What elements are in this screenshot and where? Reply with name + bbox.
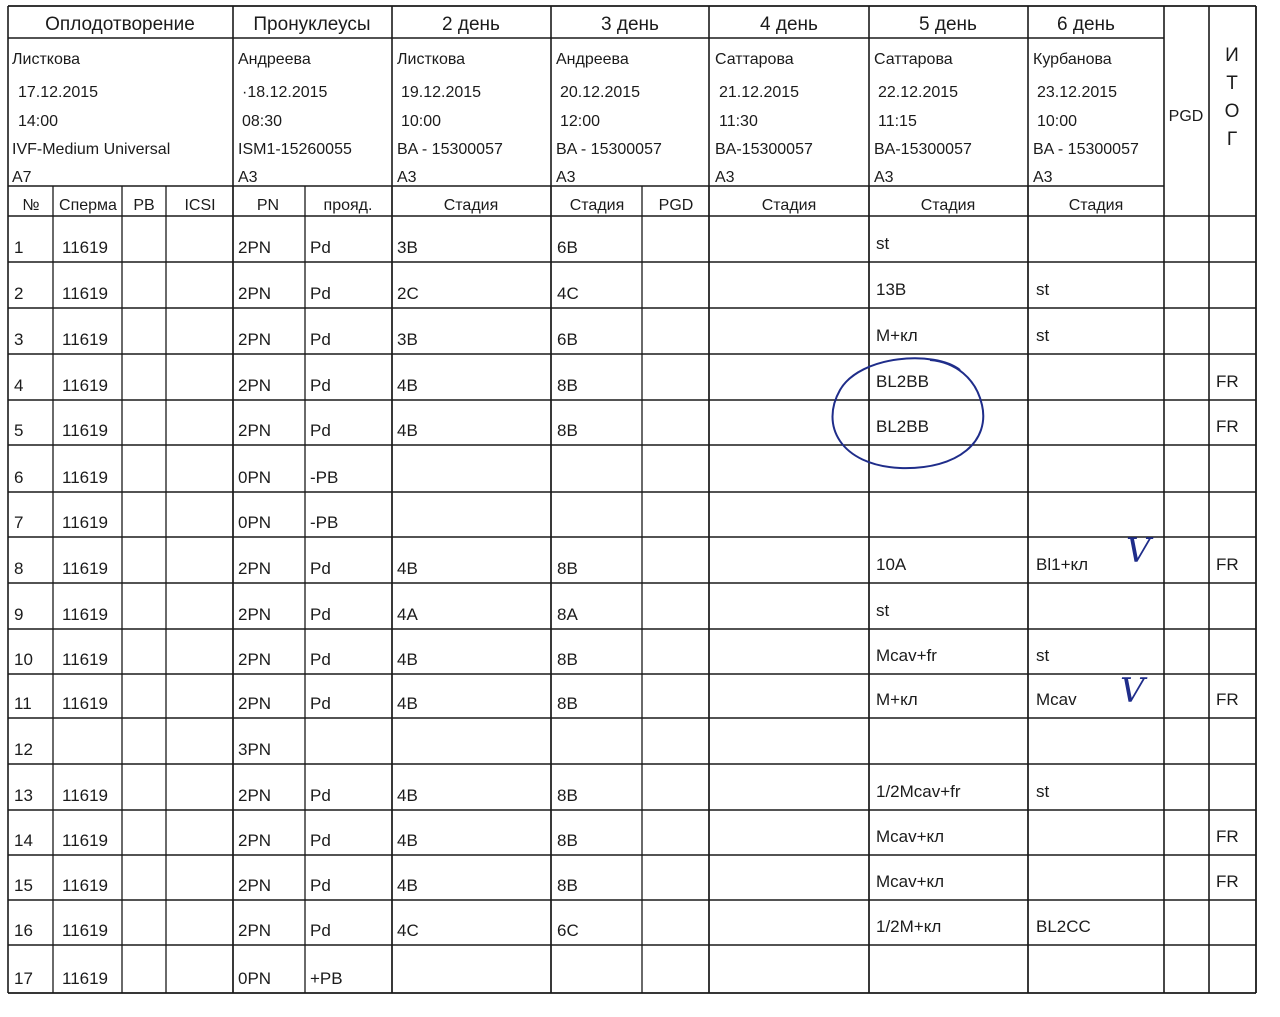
cell-d5: Mcav+fr — [876, 646, 937, 665]
info-code: A3 — [1033, 169, 1053, 186]
cell-d3: 8B — [557, 694, 578, 713]
info-date: ·18.12.2015 — [242, 84, 328, 101]
cell-d5: Mcav+кл — [876, 872, 945, 891]
info-code: A3 — [238, 169, 258, 186]
cell-proyad: Pd — [310, 786, 331, 805]
cell-sperm: 11619 — [62, 468, 109, 487]
pgd-column-label: PGD — [1168, 108, 1204, 125]
cell-d5: st — [876, 234, 890, 253]
subheader-label: прояд. — [323, 197, 373, 214]
subheader-label: Стадия — [1068, 197, 1124, 214]
cell-proyad: Pd — [310, 376, 331, 395]
cell-proyad: Pd — [310, 605, 331, 624]
cell-sperm: 11619 — [62, 831, 109, 850]
cell-sperm: 11619 — [62, 921, 109, 940]
column-title: 3 день — [601, 14, 659, 35]
cell-sperm: 11619 — [62, 559, 109, 578]
cell-no: 14 — [14, 831, 33, 850]
info-media: BA - 15300057 — [1033, 141, 1139, 158]
cell-sperm: 11619 — [62, 238, 109, 257]
cell-proyad: -PB — [310, 513, 339, 532]
cell-sperm: 11619 — [62, 376, 109, 395]
info-name: Саттарова — [874, 51, 953, 68]
cell-d3: 8A — [557, 605, 578, 624]
cell-d2: 4B — [397, 376, 418, 395]
cell-d3: 8B — [557, 421, 578, 440]
cell-no: 12 — [14, 740, 33, 759]
cell-d5: M+кл — [876, 326, 918, 345]
subheader-label: Стадия — [761, 197, 817, 214]
cell-d2: 4B — [397, 876, 418, 895]
column-title: 5 день — [919, 14, 977, 35]
cell-d5: 1/2M+кл — [876, 917, 942, 936]
cell-d3: 8B — [557, 650, 578, 669]
cell-d3: 8B — [557, 559, 578, 578]
info-time: 08:30 — [242, 113, 283, 130]
cell-pn: 0PN — [238, 969, 272, 988]
cell-pn: 2PN — [238, 284, 272, 303]
info-code: A3 — [715, 169, 735, 186]
cell-d3: 6B — [557, 330, 578, 349]
cell-d2: 4B — [397, 650, 418, 669]
info-code: A3 — [874, 169, 894, 186]
subheader-label: № — [22, 197, 40, 214]
cell-no: 11 — [14, 694, 32, 713]
cell-no: 16 — [14, 921, 33, 940]
cell-d2: 4C — [397, 921, 419, 940]
info-time: 14:00 — [18, 113, 59, 130]
cell-proyad: Pd — [310, 284, 331, 303]
cell-d6: st — [1036, 646, 1050, 665]
cell-proyad: -PB — [310, 468, 339, 487]
info-date: 20.12.2015 — [560, 84, 641, 101]
info-media: BA-15300057 — [874, 141, 972, 158]
cell-no: 10 — [14, 650, 33, 669]
cell-d3: 6C — [557, 921, 579, 940]
cell-pn: 2PN — [238, 605, 272, 624]
cell-d3: 8B — [557, 831, 578, 850]
cell-d5: M+кл — [876, 690, 918, 709]
cell-proyad: Pd — [310, 559, 331, 578]
cell-d2: 3B — [397, 330, 418, 349]
cell-sperm: 11619 — [62, 694, 109, 713]
cell-proyad: Pd — [310, 694, 331, 713]
cell-d5: Mcav+кл — [876, 827, 945, 846]
cell-d3: 6B — [557, 238, 578, 257]
cell-d6: BL2CC — [1036, 917, 1091, 936]
cell-d5: BL2BB — [876, 372, 929, 391]
cell-pn: 0PN — [238, 513, 272, 532]
cell-itog: FR — [1216, 690, 1239, 709]
info-media: IVF-Medium Universal — [12, 141, 171, 158]
cell-sperm: 11619 — [62, 330, 109, 349]
cell-itog: FR — [1216, 872, 1239, 891]
itog-letter: И — [1225, 45, 1239, 66]
cell-proyad: Pd — [310, 650, 331, 669]
itog-letter: О — [1224, 101, 1240, 122]
cell-no: 4 — [14, 376, 24, 395]
info-time: 11:30 — [719, 113, 758, 130]
cell-d5: 10A — [876, 555, 907, 574]
cell-pn: 2PN — [238, 421, 272, 440]
cell-d5: 13B — [876, 280, 907, 299]
info-time: 10:00 — [1037, 113, 1078, 130]
cell-sperm: 11619 — [62, 605, 109, 624]
cell-d2: 4B — [397, 694, 418, 713]
cell-no: 13 — [14, 786, 33, 805]
info-time: 11:15 — [878, 113, 917, 130]
cell-itog: FR — [1216, 555, 1239, 574]
column-title: Пронуклеусы — [253, 14, 371, 35]
column-title: 2 день — [442, 14, 500, 35]
info-code: A7 — [12, 169, 32, 186]
info-code: A3 — [397, 169, 417, 186]
info-media: BA-15300057 — [715, 141, 813, 158]
cell-d2: 4B — [397, 786, 418, 805]
info-date: 21.12.2015 — [719, 84, 800, 101]
cell-d6: st — [1036, 280, 1050, 299]
cell-d2: 4B — [397, 421, 418, 440]
cell-pn: 2PN — [238, 330, 272, 349]
cell-proyad: +PB — [310, 969, 343, 988]
cell-pn: 2PN — [238, 650, 272, 669]
cell-d2: 4A — [397, 605, 418, 624]
cell-d2: 4B — [397, 559, 418, 578]
cell-d6: Bl1+кл — [1036, 555, 1089, 574]
cell-sperm: 11619 — [62, 969, 109, 988]
ink-checkmark: V — [1126, 531, 1151, 571]
cell-pn: 2PN — [238, 786, 272, 805]
subheader-label: Сперма — [59, 197, 117, 214]
info-media: ISM1-15260055 — [238, 141, 352, 158]
cell-proyad: Pd — [310, 921, 331, 940]
cell-no: 17 — [14, 969, 33, 988]
cell-d2: 4B — [397, 831, 418, 850]
cell-pn: 0PN — [238, 468, 272, 487]
subheader-label: Стадия — [920, 197, 976, 214]
cell-sperm: 11619 — [62, 786, 109, 805]
subheader-label: PGD — [658, 197, 694, 214]
subheader-label: Стадия — [569, 197, 625, 214]
info-date: 23.12.2015 — [1037, 84, 1118, 101]
cell-no: 1 — [14, 238, 24, 257]
info-name: Листкова — [397, 51, 466, 68]
cell-d3: 8B — [557, 786, 578, 805]
info-time: 10:00 — [401, 113, 442, 130]
cell-no: 3 — [14, 330, 24, 349]
cell-d5: BL2BB — [876, 417, 929, 436]
subheader-label: PN — [256, 197, 280, 214]
cell-pn: 2PN — [238, 559, 272, 578]
cell-d6: st — [1036, 326, 1050, 345]
cell-proyad: Pd — [310, 330, 331, 349]
info-name: Курбанова — [1033, 51, 1112, 68]
cell-no: 6 — [14, 468, 24, 487]
cell-itog: FR — [1216, 417, 1239, 436]
cell-itog: FR — [1216, 827, 1239, 846]
cell-d3: 4C — [557, 284, 579, 303]
cell-pn: 2PN — [238, 921, 272, 940]
itog-letter: Т — [1226, 73, 1238, 94]
cell-d5: 1/2Mcav+fr — [876, 782, 961, 801]
cell-sperm: 11619 — [62, 650, 109, 669]
cell-no: 15 — [14, 876, 33, 895]
cell-no: 8 — [14, 559, 24, 578]
cell-proyad: Pd — [310, 421, 331, 440]
cell-sperm: 11619 — [62, 513, 109, 532]
column-title: 6 день — [1057, 14, 1115, 35]
cell-no: 5 — [14, 421, 24, 440]
info-name: Листкова — [12, 51, 81, 68]
info-code: A3 — [556, 169, 576, 186]
cell-pn: 2PN — [238, 876, 272, 895]
cell-pn: 2PN — [238, 831, 272, 850]
cell-pn: 2PN — [238, 238, 272, 257]
itog-letter: Г — [1226, 129, 1238, 150]
cell-d2: 3B — [397, 238, 418, 257]
subheader-label: PB — [133, 197, 155, 214]
cell-no: 9 — [14, 605, 24, 624]
info-time: 12:00 — [560, 113, 601, 130]
ink-checkmark: V — [1120, 671, 1145, 711]
cell-d6: st — [1036, 782, 1050, 801]
cell-itog: FR — [1216, 372, 1239, 391]
cell-d5: st — [876, 601, 890, 620]
cell-pn: 2PN — [238, 694, 272, 713]
cell-d2: 2C — [397, 284, 419, 303]
cell-sperm: 11619 — [62, 421, 109, 440]
ink-circle-mark — [833, 358, 984, 468]
cell-d3: 8B — [557, 376, 578, 395]
cell-pn: 2PN — [238, 376, 272, 395]
cell-proyad: Pd — [310, 238, 331, 257]
cell-d3: 8B — [557, 876, 578, 895]
info-media: BA - 15300057 — [397, 141, 503, 158]
info-date: 19.12.2015 — [401, 84, 482, 101]
cell-no: 7 — [14, 513, 24, 532]
info-date: 22.12.2015 — [878, 84, 959, 101]
subheader-label: Стадия — [443, 197, 499, 214]
column-title: Оплодотворение — [45, 14, 195, 35]
cell-sperm: 11619 — [62, 284, 109, 303]
cell-pn: 3PN — [238, 740, 272, 759]
info-media: BA - 15300057 — [556, 141, 662, 158]
info-name: Андреева — [238, 51, 311, 68]
cell-no: 2 — [14, 284, 24, 303]
cell-sperm: 11619 — [62, 876, 109, 895]
info-date: 17.12.2015 — [18, 84, 99, 101]
cell-proyad: Pd — [310, 876, 331, 895]
cell-d6: Mcav — [1036, 690, 1077, 709]
subheader-label: ICSI — [184, 197, 216, 214]
info-name: Андреева — [556, 51, 629, 68]
column-title: 4 день — [760, 14, 818, 35]
info-name: Саттарова — [715, 51, 794, 68]
cell-proyad: Pd — [310, 831, 331, 850]
